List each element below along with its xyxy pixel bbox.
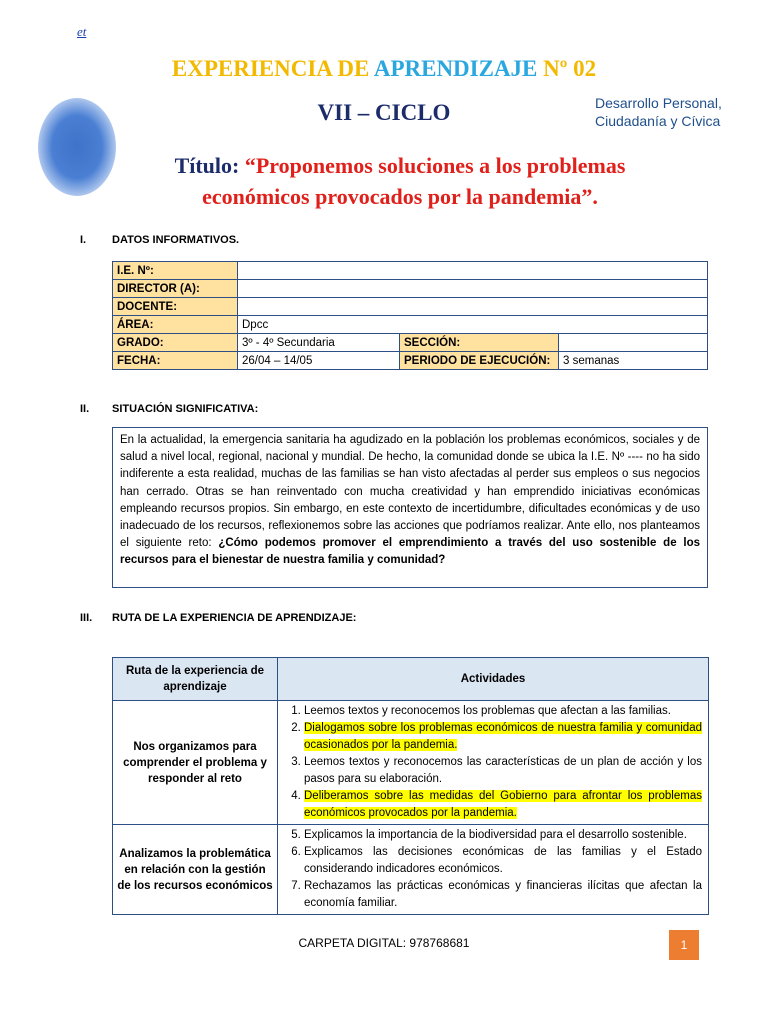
activity-text: Leemos textos y reconocemos las características de un plan de acción y los pasos para su elaboración.	[304, 756, 702, 785]
ruta-stage: Analizamos la problemática en relación con la gestión de los recursos económicos	[113, 825, 278, 915]
table-header-row	[113, 658, 709, 701]
situacion-reto: ¿Cómo podemos promover el emprendimiento a través del uso sostenible de los recursos para el bienestar de nuestra familia y comunidad?	[120, 537, 700, 567]
activity-list	[282, 703, 702, 822]
section-title: RUTA DE LA EXPERIENCIA DE APRENDIZAJE:	[112, 612, 357, 624]
activity-item	[304, 827, 702, 844]
table-row	[113, 298, 708, 316]
grado-value: 3º - 4º Secundaria	[238, 334, 400, 352]
table-row	[113, 825, 709, 915]
cycle-heading: VII – CICLO	[317, 100, 451, 125]
titulo-label: Título:	[174, 153, 240, 178]
actividades-header: Actividades	[278, 658, 709, 701]
situacion-box	[112, 427, 708, 588]
activity-text: Leemos textos y reconocemos los problemas que afectan a las familias.	[304, 705, 671, 717]
activity-item	[304, 720, 702, 754]
experience-title	[120, 150, 680, 212]
activity-text: Rechazamos las prácticas económicas y financieras ilícitas que afectan la economía familiar.	[304, 880, 702, 909]
director-value	[238, 280, 708, 298]
activity-text: Explicamos la importancia de la biodiversidad para el desarrollo sostenible.	[304, 829, 687, 841]
activity-item	[304, 844, 702, 878]
ruta-table	[112, 657, 709, 915]
activity-item	[304, 703, 702, 720]
activity-cell	[278, 825, 709, 915]
area-label: ÁREA:	[113, 316, 238, 334]
director-label: DIRECTOR (A):	[113, 280, 238, 298]
ruta-header: Ruta de la experiencia de aprendizaje	[113, 658, 278, 701]
area-value: Dpcc	[238, 316, 708, 334]
footer-text: CARPETA DIGITAL: 978768681	[298, 936, 470, 950]
title-part2: APRENDIZAJE	[373, 56, 538, 81]
activity-text-highlighted: Dialogamos sobre los problemas económicos de nuestra familia y comunidad ocasionados por la pandemia.	[304, 722, 702, 751]
situacion-text: En la actualidad, la emergencia sanitaria ha agudizado en la población los problemas económicos, sociales y de salud a nivel local, regional, nacional y mundial. De hecho, la comunidad donde se ubica la I.E. Nº ---- no ha sido indiferente a esta realidad, muchas de las familias se han visto afectadas al perder sus empleos o sus negocios han cerrado. Otras se han reinventado con mucha creatividad y han emprendido iniciativas económicas empleando recursos propios. Sin embargo, en este contexto de incertidumbre, dificultades económicas y de uso inadecuado de los recursos, reflexionemos sobre las acciones que podríamos realizar. Ante ello, nos planteamos el siguiente reto:	[120, 434, 700, 550]
ie-value	[238, 262, 708, 280]
activity-item	[304, 788, 702, 822]
table-row	[113, 352, 708, 370]
table-row	[113, 280, 708, 298]
docente-label: DOCENTE:	[113, 298, 238, 316]
activity-cell	[278, 701, 709, 825]
table-row	[113, 262, 708, 280]
brand-line1: Desarrollo Personal,	[595, 95, 722, 111]
activity-list	[282, 827, 702, 912]
table-row	[113, 334, 708, 352]
section-title: SITUACIÓN SIGNIFICATIVA:	[112, 403, 259, 415]
periodo-value: 3 semanas	[559, 352, 708, 370]
seccion-label: SECCIÓN:	[400, 334, 559, 352]
section-number: I.	[80, 234, 87, 246]
ie-label: I.E. Nº:	[113, 262, 238, 280]
seccion-value	[559, 334, 708, 352]
header-link[interactable]: et	[77, 24, 87, 39]
section-number: III.	[80, 612, 93, 624]
datos-table	[112, 261, 708, 370]
table-row	[113, 316, 708, 334]
docente-value	[238, 298, 708, 316]
section-number: II.	[80, 403, 90, 415]
activity-item	[304, 878, 702, 912]
activity-item	[304, 754, 702, 788]
periodo-label: PERIODO DE EJECUCIÓN:	[400, 352, 559, 370]
grado-label: GRADO:	[113, 334, 238, 352]
activity-text: Explicamos las decisiones económicas de las familias y el Estado considerando indicadores económicos.	[304, 846, 702, 875]
titulo-text: “Proponemos soluciones a los problemas económicos provocados por la pandemia”.	[202, 153, 626, 209]
ruta-stage: Nos organizamos para comprender el problema y responder al reto	[113, 701, 278, 825]
brand-line2: Ciudadanía y Cívica	[595, 113, 721, 129]
document-title	[0, 56, 768, 82]
area-brand	[595, 94, 722, 130]
activity-text-highlighted: Deliberamos sobre las medidas del Gobierno para afrontar los problemas económicos provocados por la pandemia.	[304, 790, 702, 819]
page-number-badge: 1	[669, 930, 699, 960]
table-row	[113, 701, 709, 825]
fecha-value: 26/04 – 14/05	[238, 352, 400, 370]
title-part3: Nº 02	[543, 56, 597, 81]
fecha-label: FECHA:	[113, 352, 238, 370]
section-title: DATOS INFORMATIVOS.	[112, 234, 240, 246]
title-part1: EXPERIENCIA DE	[171, 56, 370, 81]
